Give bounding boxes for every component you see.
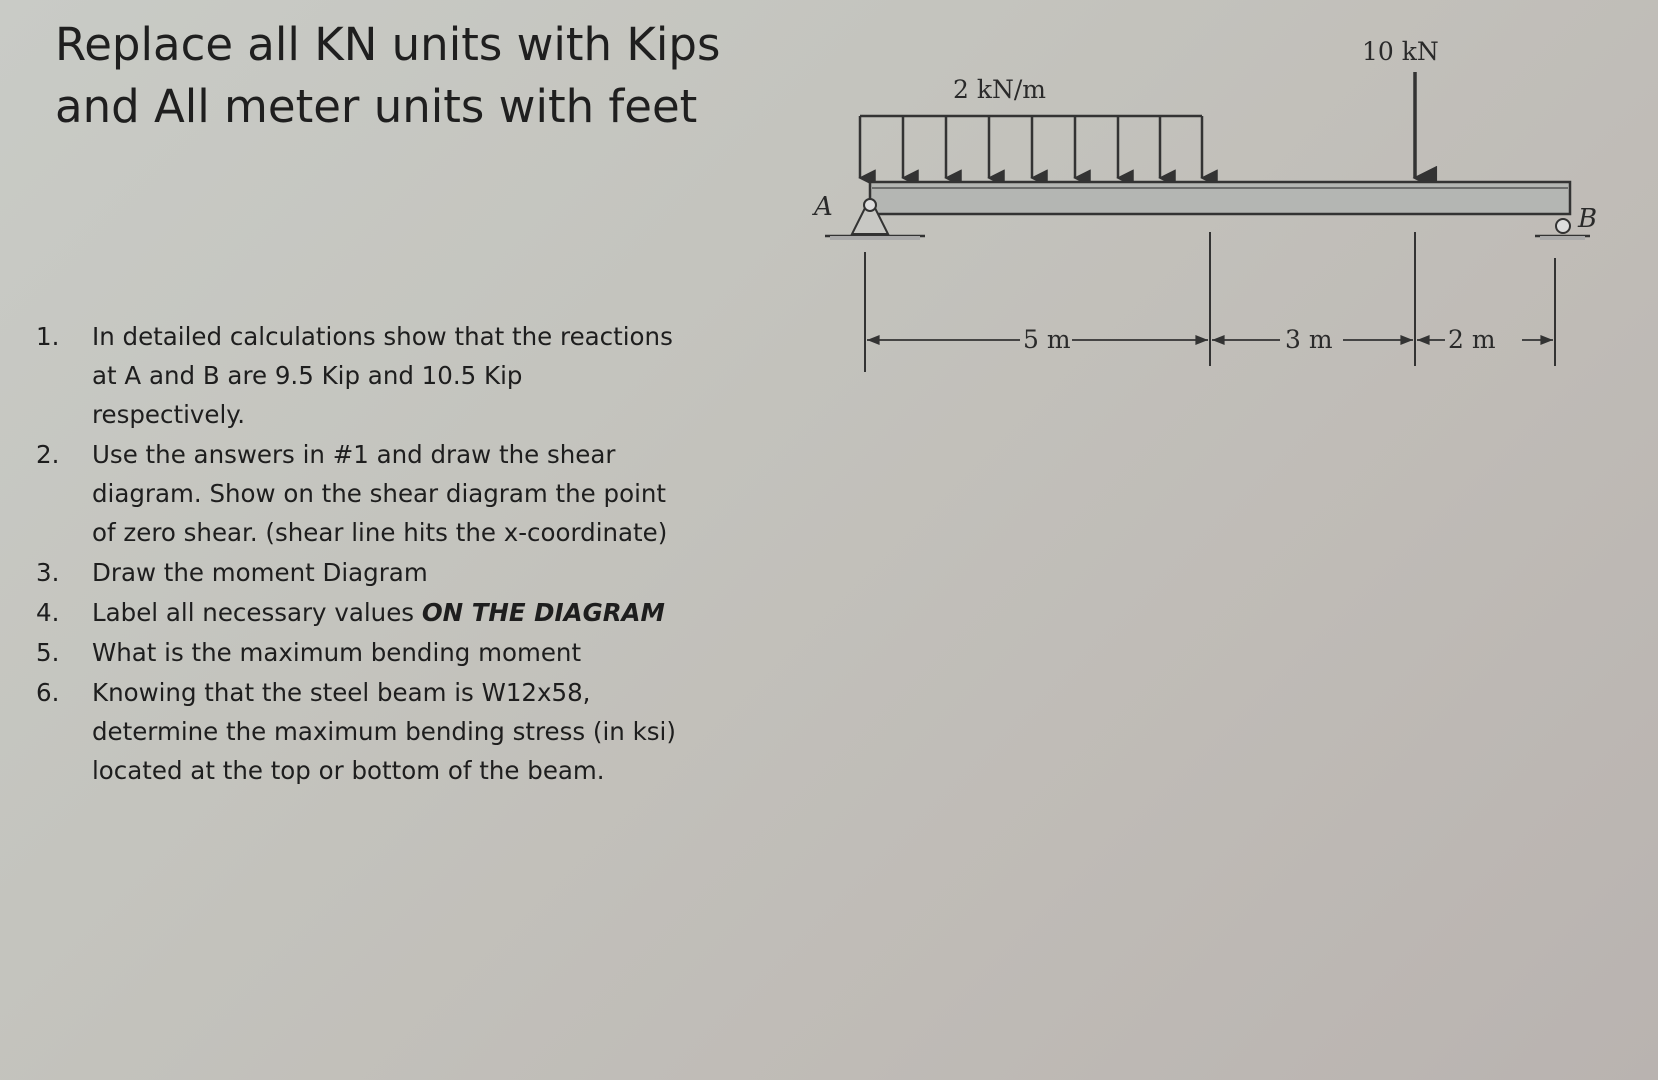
list-item — [36, 633, 676, 672]
item-text-plain: Label all necessary values — [92, 598, 422, 627]
beam — [870, 182, 1570, 214]
item-text: Knowing that the steel beam is W12x58, determine the maximum bending stress (in ksi) located at the top or bottom of the beam. — [92, 678, 676, 785]
dimension-label: 2 m — [1448, 325, 1496, 354]
list-item — [36, 593, 676, 632]
item-number: 4. — [36, 598, 60, 627]
list-item — [36, 673, 676, 790]
item-number: 6. — [36, 678, 60, 707]
assignment-header — [55, 14, 755, 138]
item-number: 1. — [36, 322, 60, 351]
item-text: Draw the moment Diagram — [92, 558, 428, 587]
point-load-label: 10 kN — [1362, 37, 1439, 66]
support-b-label: B — [1578, 204, 1598, 234]
list-item — [36, 435, 676, 552]
distributed-load-label: 2 kN/m — [953, 75, 1047, 104]
item-text: In detailed calculations show that the reactions at A and B are 9.5 Kip and 10.5 Kip respectively. — [92, 322, 673, 429]
item-text — [92, 593, 676, 632]
instruction-list — [36, 317, 676, 791]
dimension-label: 3 m — [1285, 325, 1333, 354]
item-number: 2. — [36, 440, 60, 469]
dimension-label: 5 m — [1023, 325, 1071, 354]
header-line-1: Replace all KN units with Kips — [55, 18, 721, 71]
beam-diagram — [780, 20, 1620, 380]
header-line-2: and All meter units with feet — [55, 80, 698, 133]
item-text-emphasis: ON THE DIAGRAM — [421, 598, 665, 627]
item-number: 5. — [36, 638, 60, 667]
list-item — [36, 553, 676, 592]
support-a-label: A — [814, 192, 833, 222]
item-number: 3. — [36, 558, 60, 587]
item-text: What is the maximum bending moment — [92, 638, 582, 667]
distributed-load-arrows — [860, 116, 1202, 178]
item-text: Use the answers in #1 and draw the shear diagram. Show on the shear diagram the point of zero shear. (shear line hits the x-coordinate) — [92, 440, 668, 547]
list-item — [36, 317, 676, 434]
